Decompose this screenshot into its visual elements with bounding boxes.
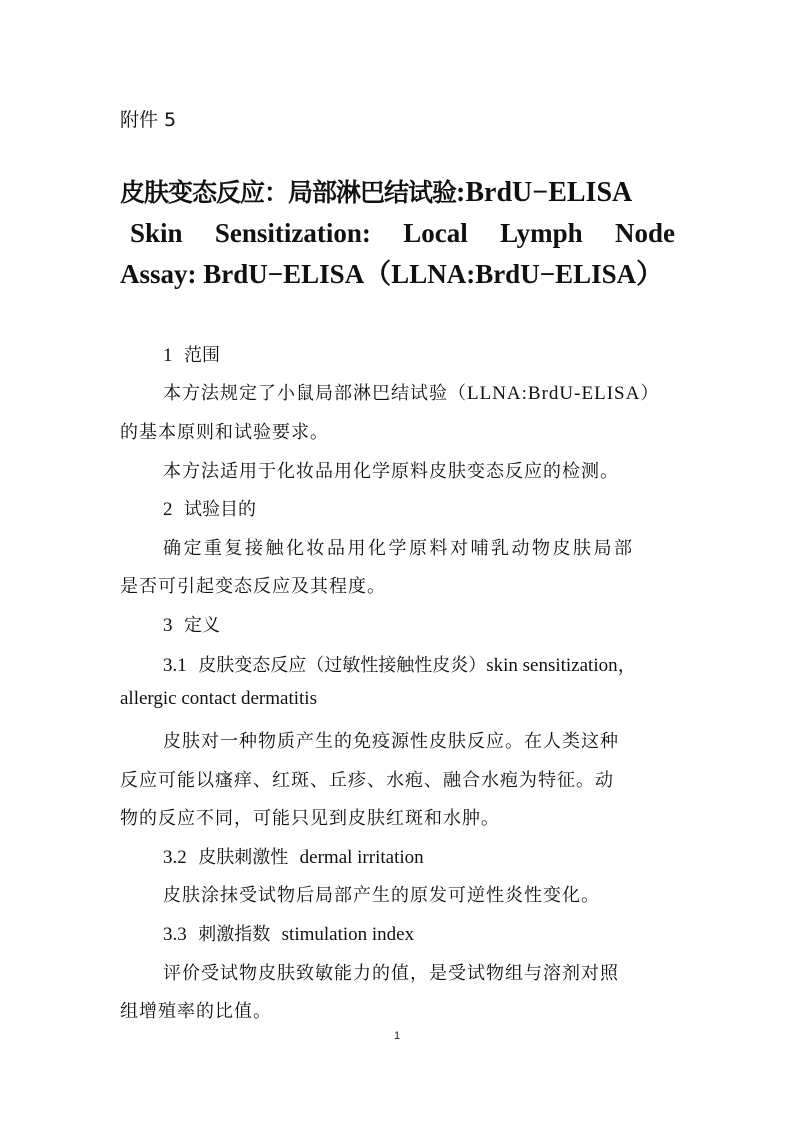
page-number: 1 — [393, 1030, 401, 1042]
purpose-paragraph-line-1: 确定重复接触化妆品用化学原料对哺乳动物皮肤局部 — [163, 538, 635, 559]
purpose-paragraph-line-2: 是否可引起变态反应及其程度。 — [120, 576, 386, 597]
title-line-2: Skin Sensitization: Local Lymph Node — [130, 218, 675, 248]
document-title — [120, 172, 675, 295]
definition-3-2-text: 皮肤涂抹受试物后局部产生的原发可逆性炎性变化。 — [163, 885, 600, 906]
definition-3-2-line: 3.2 皮肤刺激性 dermal irritation — [163, 847, 424, 868]
scope-paragraph-1-line-1: 本方法规定了小鼠局部淋巴结试验（LLNA:BrdU-ELISA） — [163, 383, 660, 404]
title-line-3: Assay: BrdU−ELISA（LLNA:BrdU−ELISA） — [120, 259, 664, 289]
definition-3-1-text-line-1: 皮肤对一种物质产生的免疫源性皮肤反应。在人类这种 — [163, 731, 619, 752]
definition-3-1-line-1: 3.1 皮肤变态反应（过敏性接触性皮炎）skin sensitization， — [163, 655, 637, 676]
definition-3-1-line-2: allergic contact dermatitis — [120, 688, 317, 709]
section-heading-scope: 1 范围 — [163, 345, 220, 366]
scope-paragraph-1-line-2: 的基本原则和试验要求。 — [120, 422, 329, 443]
definition-3-3-text-line-2: 组增殖率的比值。 — [120, 1001, 272, 1022]
title-chinese: 皮肤变态反应：局部淋巴结试验 — [120, 178, 457, 207]
title-line-1 — [120, 172, 675, 213]
attachment-label: 附件 5 — [120, 109, 177, 131]
title-english-suffix: :BrdU−ELISA — [456, 177, 633, 208]
definition-3-3-text-line-1: 评价受试物皮肤致敏能力的值，是受试物组与溶剂对照 — [163, 963, 619, 984]
section-heading-purpose: 2 试验目的 — [163, 499, 256, 520]
scope-paragraph-2: 本方法适用于化妆品用化学原料皮肤变态反应的检测。 — [163, 461, 619, 482]
definition-3-1-text-line-3: 物的反应不同，可能只见到皮肤红斑和水肿。 — [120, 808, 500, 829]
definition-3-3-line: 3.3 刺激指数 stimulation index — [163, 924, 415, 945]
section-heading-definitions: 3 定义 — [163, 615, 220, 636]
definition-3-1-text-line-2: 反应可能以瘙痒、红斑、丘疹、水疱、融合水疱为特征。动 — [120, 770, 614, 791]
